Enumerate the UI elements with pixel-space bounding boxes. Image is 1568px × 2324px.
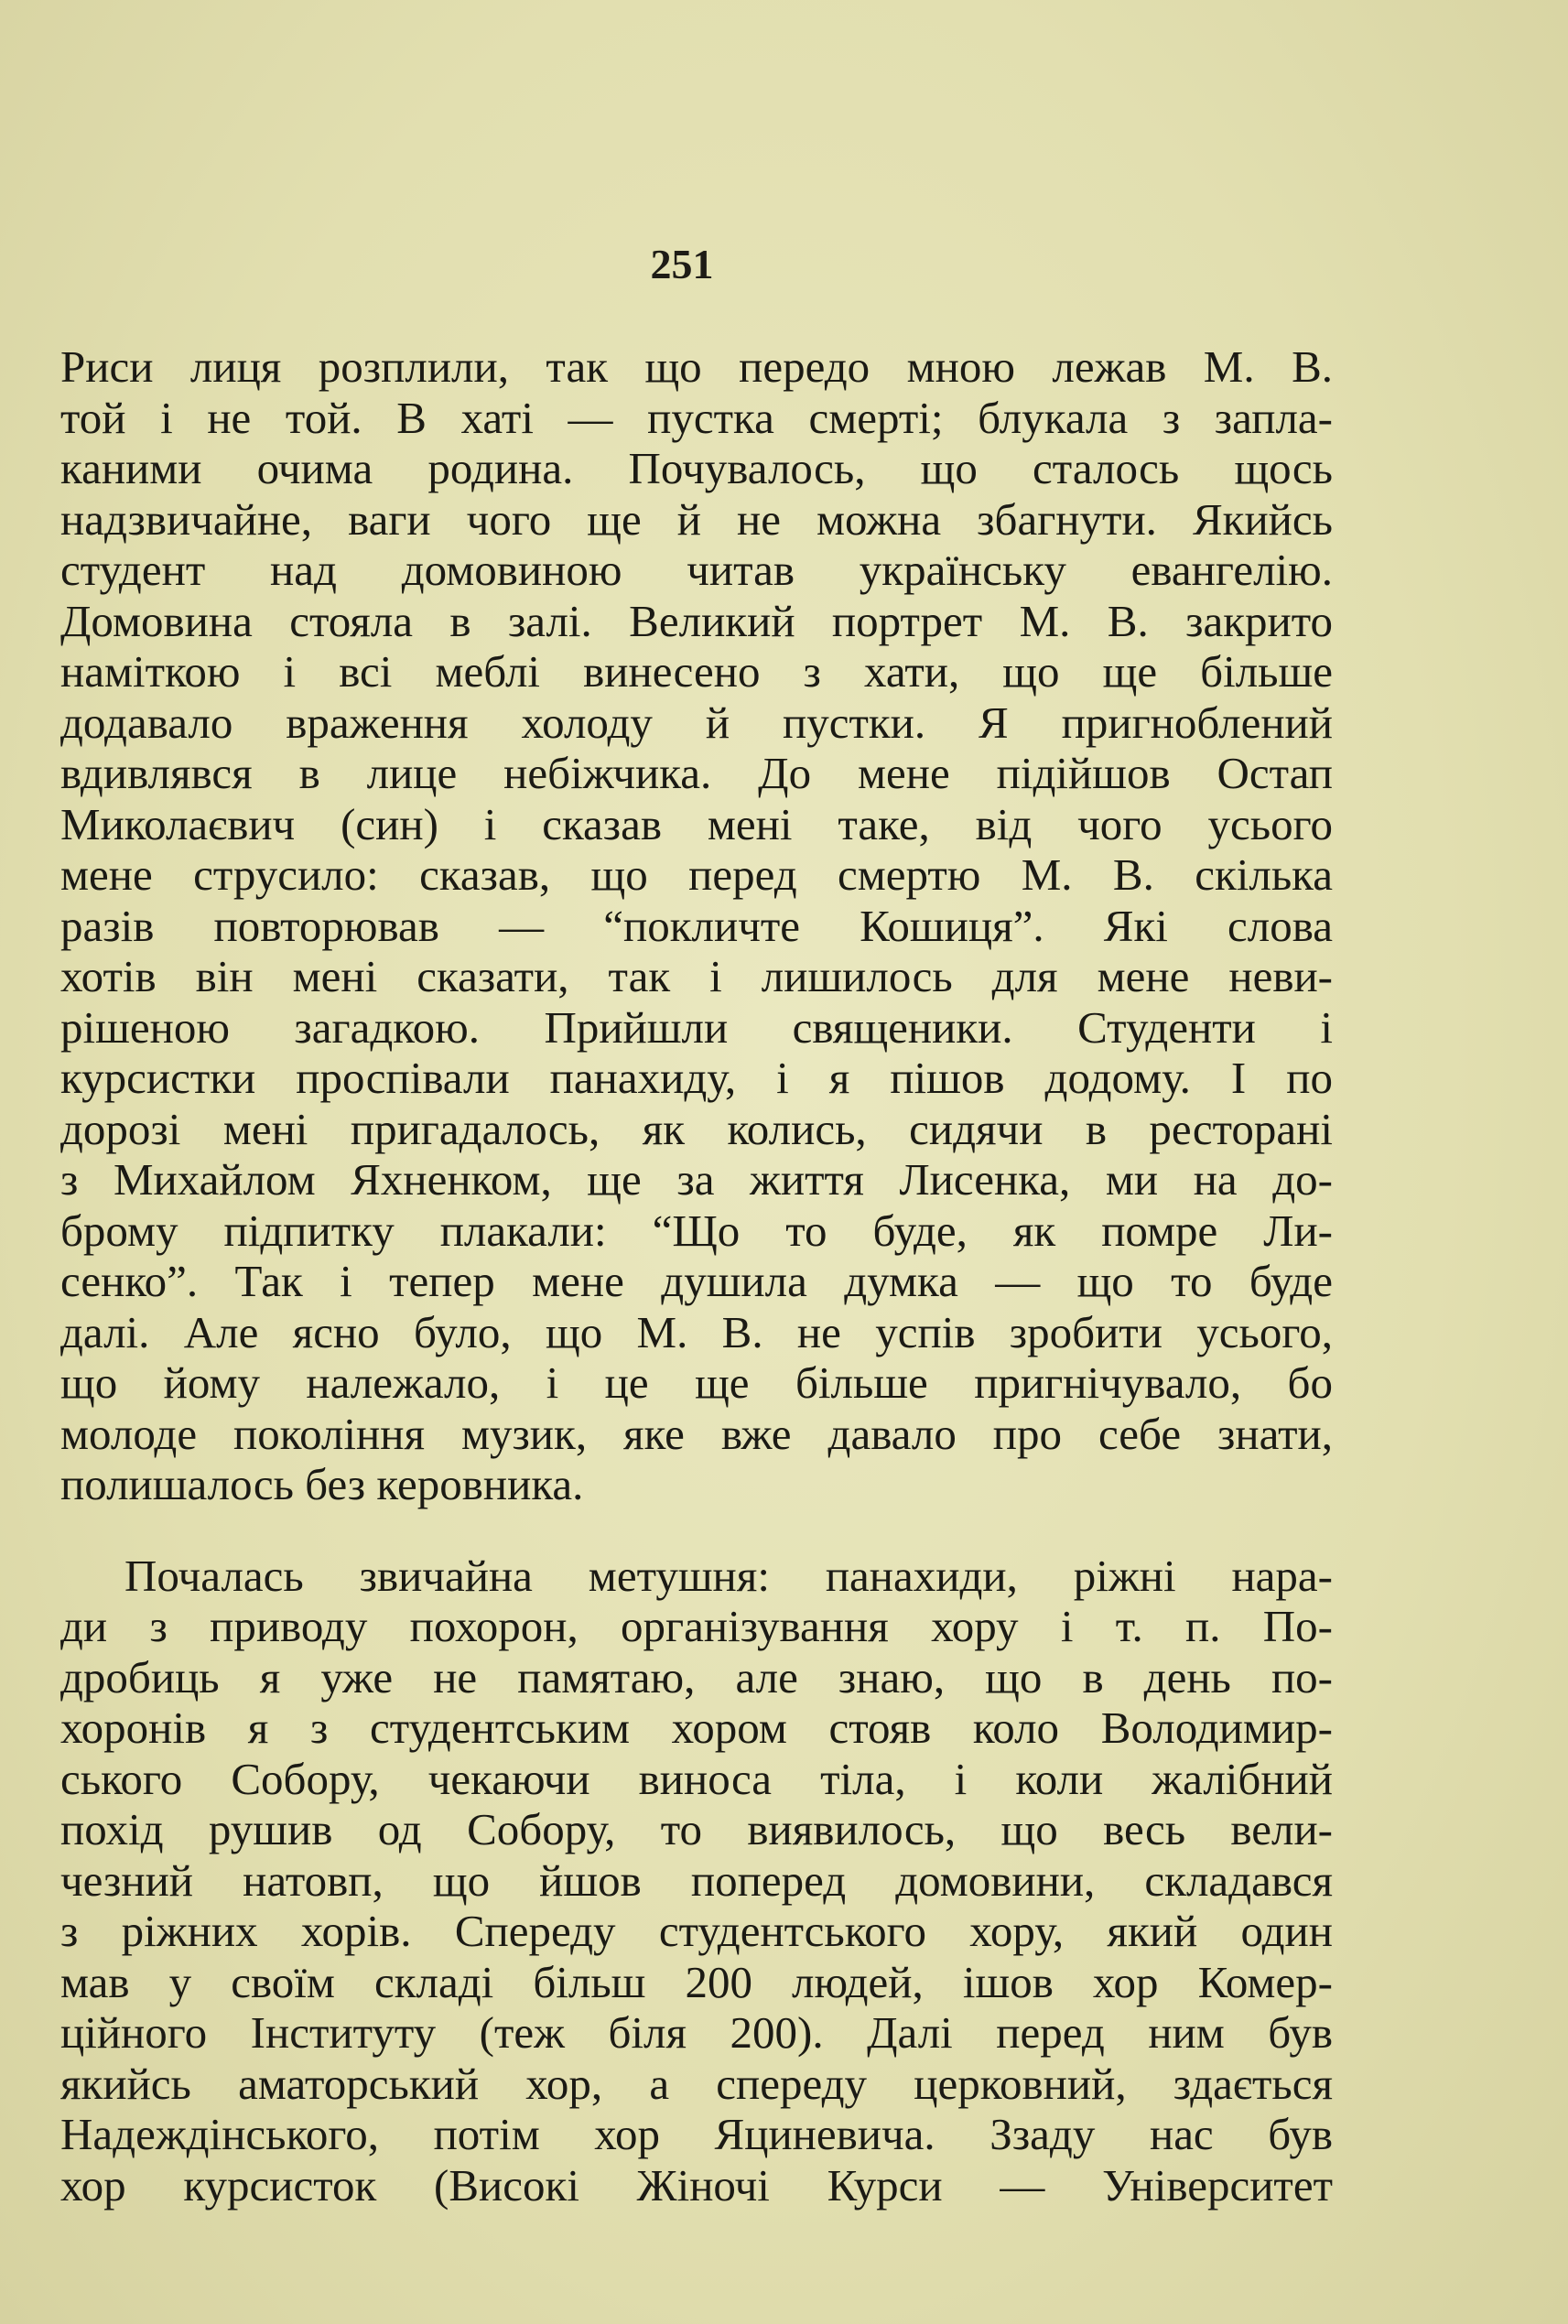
text-line: з Михайлом Яхненком, ще за життя Лисенка, ми на до- — [60, 1154, 1333, 1205]
text-line: мене струсило: сказав, що перед смертю М. В. скілька — [60, 849, 1333, 900]
text-line: курсистки проспівали панахиду, і я пішов додому. І по — [60, 1053, 1333, 1103]
text-line: мав у своїм складі більш 200 людей, ішов хор Комер- — [60, 1956, 1333, 2007]
text-line: хотів він мені сказати, так і лишилось для мене неви- — [60, 951, 1333, 1001]
text-line: хор курсисток (Високі Жіночі Курси — Університет — [60, 2159, 1333, 2211]
text-line: вдивлявся в лице небіжчика. До мене підійшов Остап — [60, 748, 1333, 798]
text-line: каними очима родина. Почувалось, що сталось щось — [60, 443, 1333, 493]
paragraph-1 — [60, 341, 1333, 1510]
text-line: наміткою і всі меблі винесено з хати, що ще більше — [60, 646, 1333, 697]
text-line: чезний натовп, що йшов поперед домовини, складався — [60, 1854, 1333, 1906]
paragraph-2 — [60, 1551, 1333, 2211]
text-line: ди з приводу похорон, організування хору і т. п. По- — [60, 1601, 1333, 1651]
text-line: брому підпитку плакали: “Що то буде, як помре Ли- — [60, 1205, 1333, 1256]
text-line: хоронів я з студентським хором стояв коло Володимир- — [60, 1702, 1333, 1753]
text-line: разів повторював — “покличте Кошиця”. Які слова — [60, 900, 1333, 951]
text-line: рішеною загадкою. Прийшли священики. Студенти і — [60, 1001, 1333, 1053]
text-line: надзвичайне, ваги чого ще й не можна збагнути. Якийсь — [60, 493, 1333, 545]
text-line: далі. Але ясно було, що М. В. не успів зробити усього, — [60, 1306, 1333, 1357]
paragraph-gap — [60, 1510, 1333, 1551]
text-line: ського Собору, чекаючи виноса тіла, і коли жалібний — [60, 1753, 1333, 1804]
text-line: Надеждінського, потім хор Яциневича. Ззаду нас був — [60, 2109, 1333, 2159]
text-line: Риси лиця розплили, так що передо мною лежав М. В. — [60, 341, 1333, 392]
text-line: похід рушив од Собору, то виявилось, що весь вели- — [60, 1804, 1333, 1854]
text-line: Миколаєвич (син) і сказав мені таке, від чого усього — [60, 798, 1333, 849]
text-line: полишалось без керовника. — [60, 1459, 584, 1509]
text-line: Домовина стояла в залі. Великий портрет М. В. закрито — [60, 595, 1333, 646]
text-line: додавало враження холоду й пустки. Я пригноблений — [60, 697, 1333, 748]
page-number: 251 — [650, 241, 714, 287]
text-line: ційного Інституту (теж біля 200). Далі перед ним був — [60, 2007, 1333, 2058]
text-line: що йому належало, і це ще більше пригнічувало, бо — [60, 1357, 1333, 1408]
text-line: з ріжних хорів. Спереду студентського хору, який один — [60, 1906, 1333, 1956]
text-line: якийсь аматорський хор, а спереду церковний, здається — [60, 2058, 1333, 2109]
text-line: дорозі мені пригадалось, як колись, сидячи в ресторані — [60, 1103, 1333, 1154]
text-line: Почалась звичайна метушня: панахиди, ріжні нара- — [124, 1550, 1333, 1601]
text-line: дробиць я уже не памятаю, але знаю, що в день по- — [60, 1651, 1333, 1702]
text-line: той і не той. В хаті — пустка смерті; блукала з запла- — [60, 392, 1333, 443]
text-line: сенко”. Так і тепер мене душила думка — що то буде — [60, 1256, 1333, 1306]
page-text — [60, 341, 1333, 2211]
text-line: студент над домовиною читав українську евангелію. — [60, 545, 1333, 595]
text-line: молоде покоління музик, яке вже давало про себе знати, — [60, 1408, 1333, 1459]
